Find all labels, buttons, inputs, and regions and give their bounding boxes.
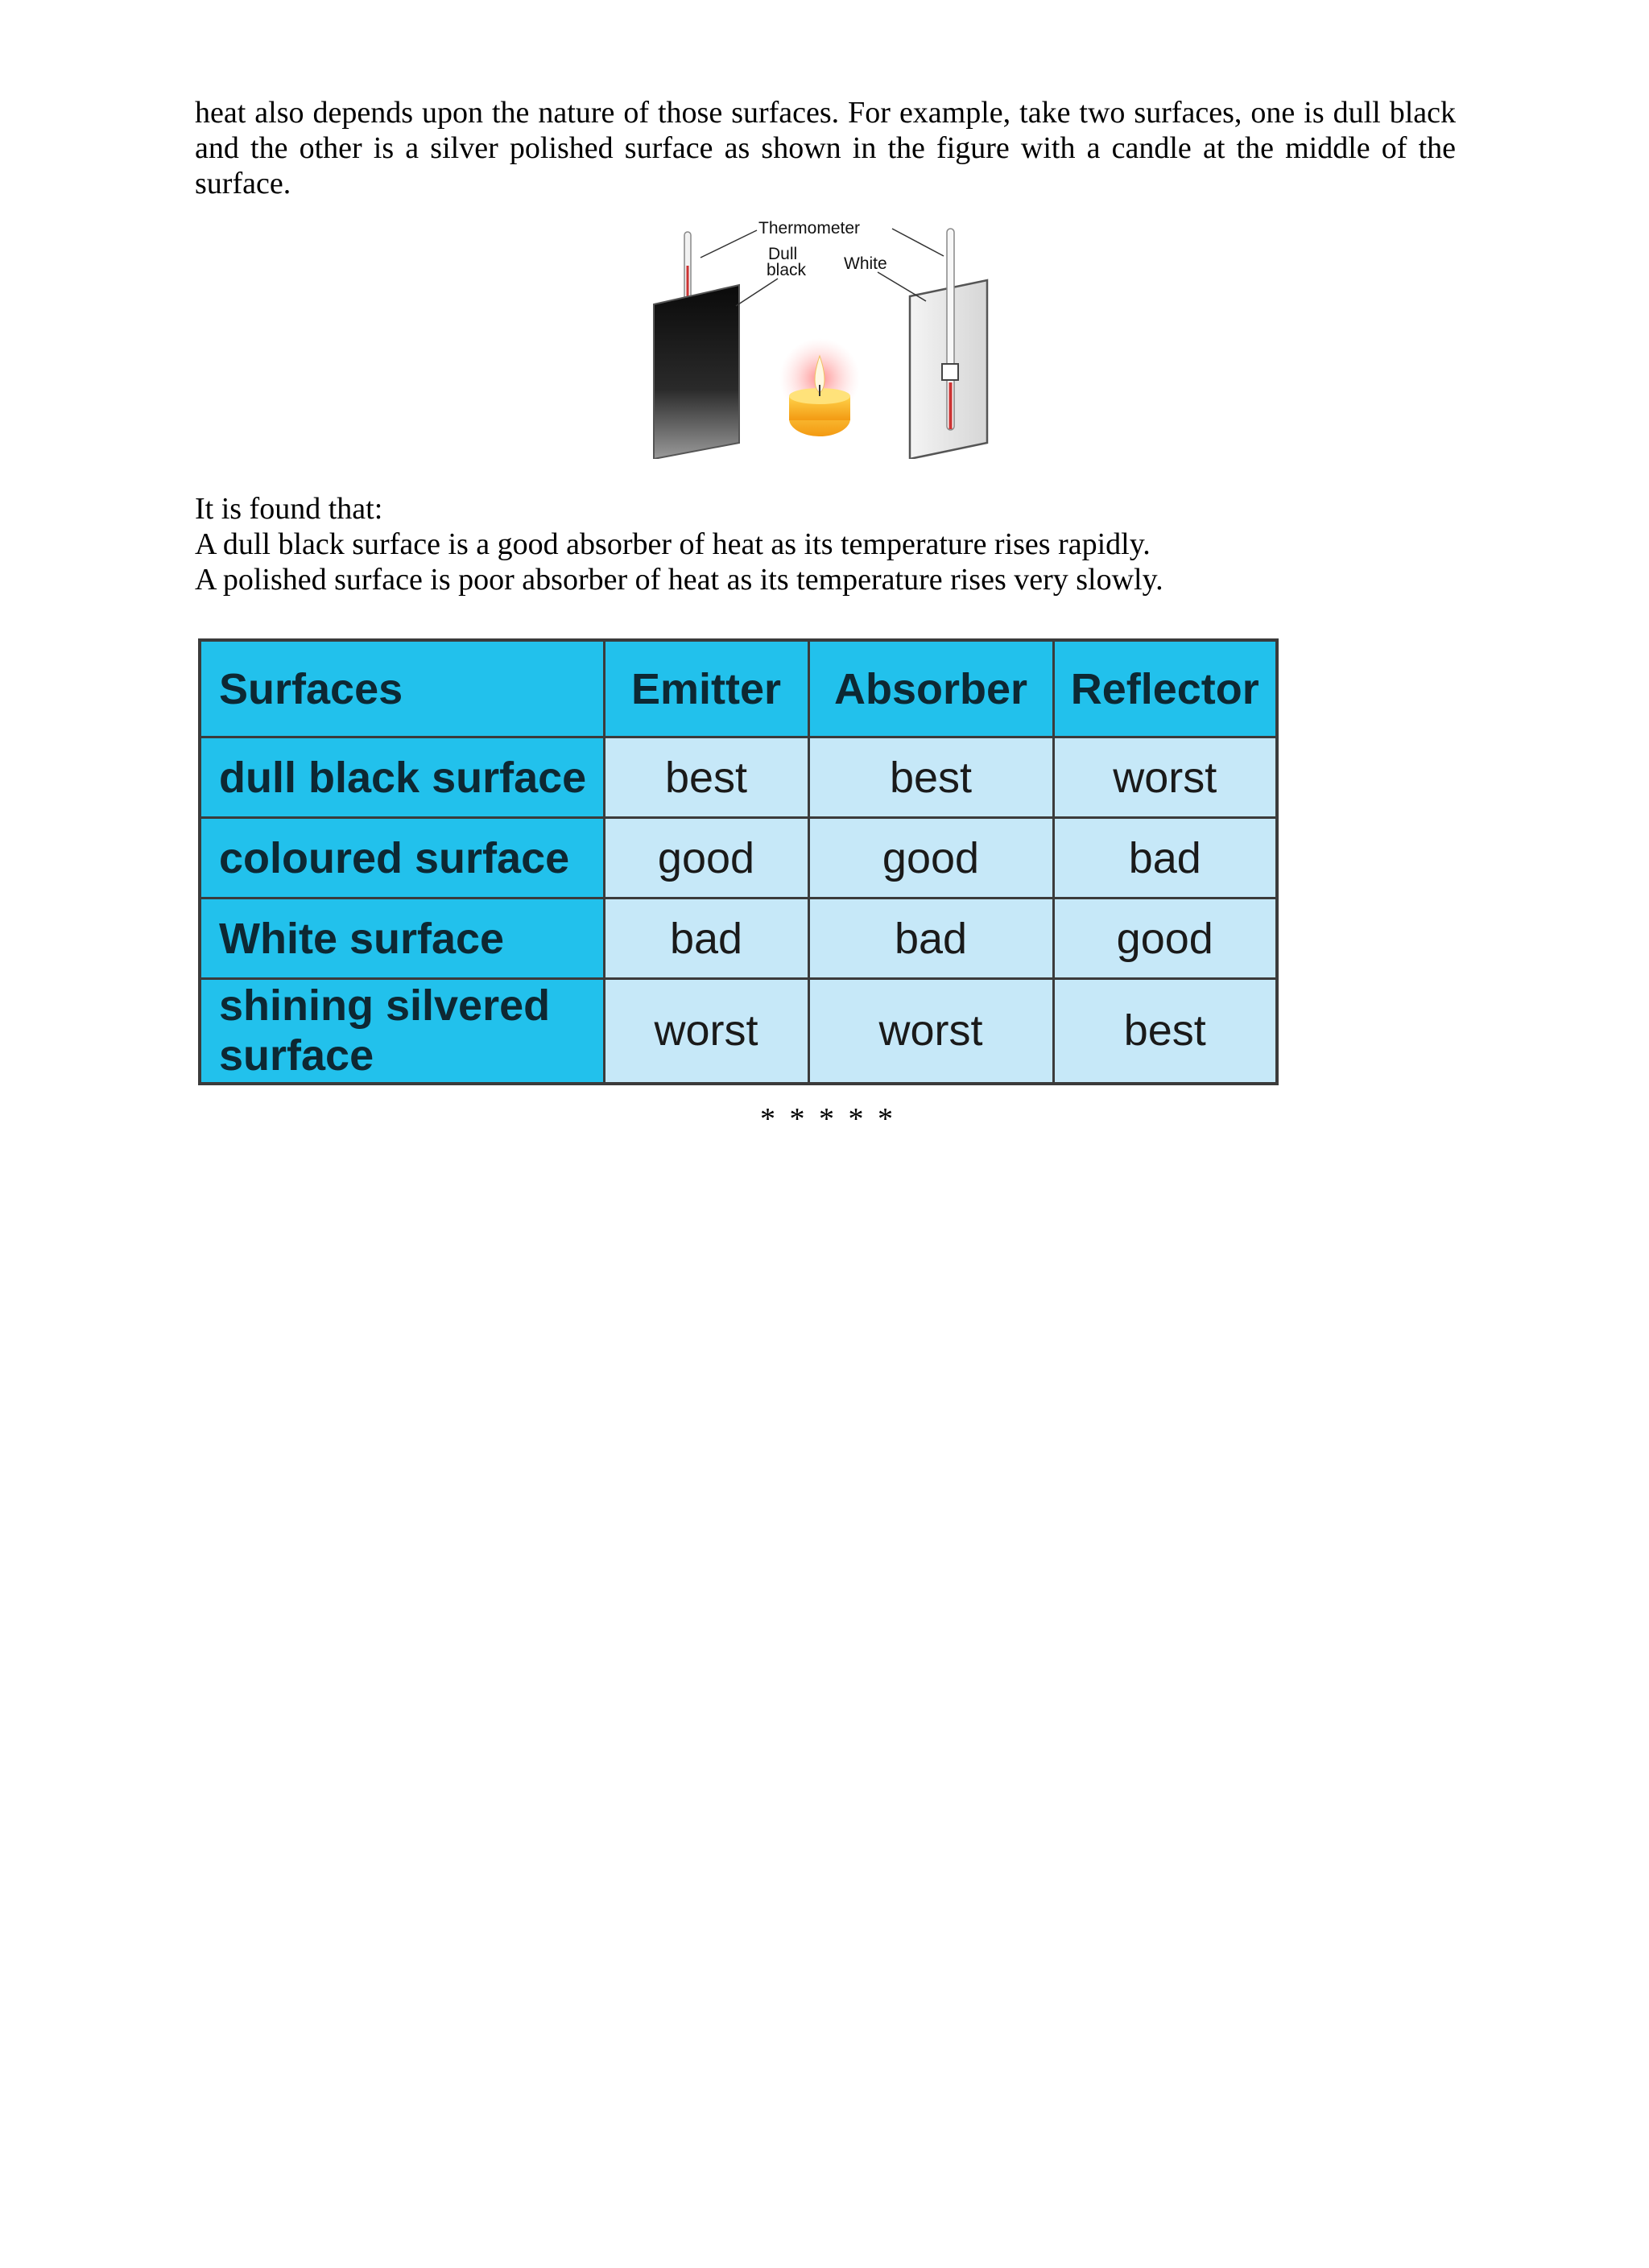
row-surface: coloured surface [200, 818, 604, 899]
cell-emitter: best [604, 737, 808, 818]
row-surface: White surface [200, 899, 604, 979]
table-header-row [200, 640, 1277, 737]
findings-line-1: A dull black surface is a good absorber of heat as its temperature rises rapidly. [195, 527, 1151, 561]
table-row [200, 899, 1277, 979]
label-black: black [767, 261, 807, 279]
cell-emitter: worst [604, 979, 808, 1084]
heat-absorption-figure [636, 217, 1006, 459]
cell-emitter: good [604, 818, 808, 899]
cell-emitter: bad [604, 899, 808, 979]
end-of-section-mark: * * * * * [760, 1102, 896, 1136]
cell-reflector: best [1053, 979, 1277, 1084]
cell-absorber: good [808, 818, 1053, 899]
cell-absorber: worst [808, 979, 1053, 1084]
table-row [200, 737, 1277, 818]
cell-absorber: best [808, 737, 1053, 818]
header-emitter: Emitter [604, 640, 808, 737]
header-absorber: Absorber [808, 640, 1053, 737]
header-surfaces: Surfaces [200, 640, 604, 737]
row-surface: dull black surface [200, 737, 604, 818]
cell-reflector: bad [1053, 818, 1277, 899]
label-white: White [844, 254, 887, 273]
label-thermometer: Thermometer [758, 219, 861, 238]
left-thermometer [684, 232, 691, 301]
label-dull: Dull [768, 245, 798, 263]
cell-absorber: bad [808, 899, 1053, 979]
surfaces-table [198, 638, 1279, 1085]
table-row [200, 818, 1277, 899]
cell-reflector: worst [1053, 737, 1277, 818]
cell-reflector: good [1053, 899, 1277, 979]
table-row [200, 979, 1277, 1084]
findings-lead: It is found that: [195, 492, 383, 526]
row-surface: shining silvered surface [200, 979, 604, 1084]
dull-black-panel [654, 285, 739, 459]
intro-paragraph: heat also depends upon the nature of those surfaces. For example, take two surfaces, one is dull black and the other is a silver polished surface as shown in the figure with a candle at the middle of the surface. [195, 96, 1456, 200]
findings-line-2: A polished surface is poor absorber of heat as its temperature rises very slowly. [195, 563, 1163, 597]
candle [779, 338, 860, 436]
header-reflector: Reflector [1053, 640, 1277, 737]
